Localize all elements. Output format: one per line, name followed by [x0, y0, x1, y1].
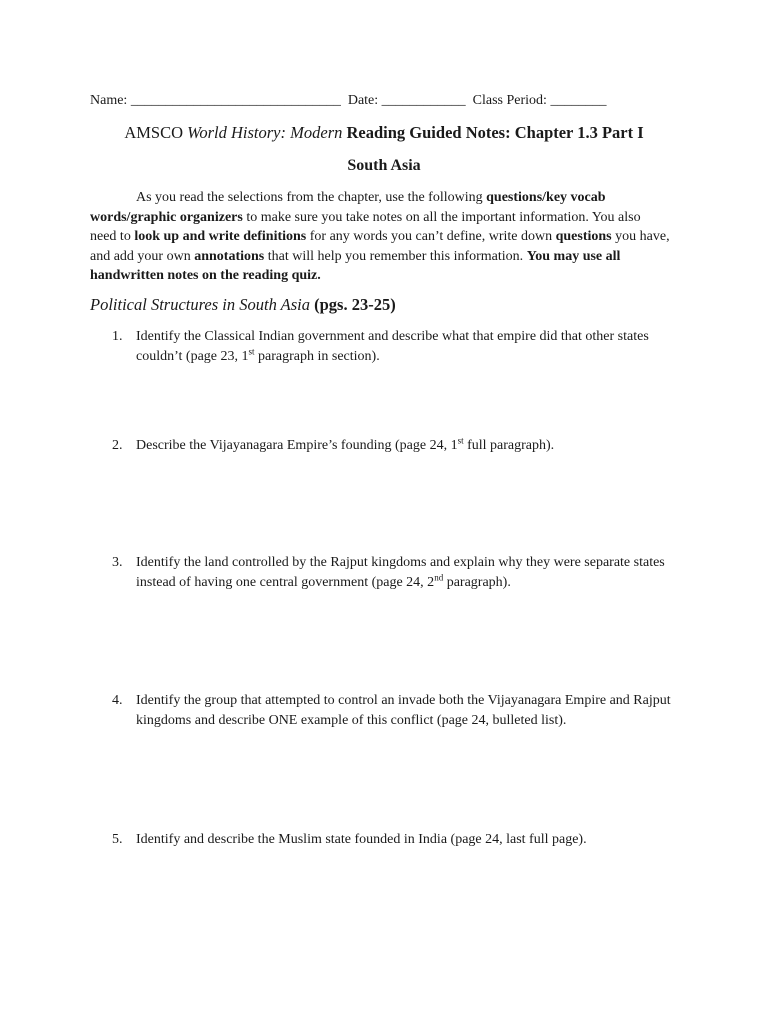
question-text-b: full paragraph). — [463, 438, 555, 453]
question-text-a: Identify the land controlled by the Rajput kingdoms and explain why they were separate states instead of having one central government (page 24, 2 — [136, 555, 665, 590]
title-part-3: Reading Guided Notes: Chapter 1.3 Part I — [342, 123, 644, 142]
question-text — [136, 553, 672, 592]
question-number: 3. — [112, 555, 123, 570]
section-title: Political Structures in South Asia — [90, 295, 310, 314]
intro-bold-3: questions — [555, 229, 612, 244]
name-blank: ______________________________ — [130, 93, 341, 108]
question-number: 5. — [112, 832, 123, 847]
section-pages: (pgs. 23-25) — [310, 295, 396, 314]
question-text-b: paragraph). — [443, 574, 511, 590]
page-title — [0, 123, 768, 143]
question-number: 1. — [112, 329, 123, 344]
question-3 — [112, 553, 672, 592]
title-part-2: World History: Modern — [187, 123, 343, 142]
name-label: Name: — [90, 93, 131, 108]
question-4 — [112, 691, 672, 730]
instructions-paragraph — [90, 188, 670, 286]
intro-bold-5: You may use all handwritten notes on the reading quiz. — [90, 248, 621, 283]
question-1 — [112, 327, 672, 366]
question-2 — [112, 436, 672, 456]
date-label: Date: — [340, 93, 382, 108]
question-superscript: st — [457, 435, 464, 446]
intro-text-5: that will help you remember this information. — [264, 248, 527, 264]
question-superscript: st — [248, 345, 255, 356]
question-number: 4. — [112, 693, 123, 708]
intro-text-4: you have, and add your own — [90, 229, 670, 264]
question-text — [136, 691, 672, 730]
question-text — [136, 830, 672, 850]
question-text-a: Identify and describe the Muslim state founded in India (page 24, last full page). — [136, 832, 587, 847]
question-text — [136, 436, 672, 456]
date-blank: ____________ — [381, 93, 466, 108]
question-text — [136, 327, 672, 366]
question-superscript: nd — [434, 571, 444, 582]
question-text-b: paragraph in section). — [254, 348, 380, 364]
question-5 — [112, 830, 672, 850]
section-heading — [90, 295, 396, 315]
intro-text-1: As you read the selections from the chapter, use the following — [136, 190, 487, 205]
question-text-a: Identify the group that attempted to control an invade both the Vijayanagara Empire and Rajput kingdoms and describe ONE example of this conflict (page 24, bulleted list). — [136, 693, 671, 728]
question-text-a: Describe the Vijayanagara Empire’s founding (page 24, 1 — [136, 438, 458, 453]
title-part-1: AMSCO — [124, 123, 188, 142]
class-period-label: Class Period: — [465, 93, 551, 108]
intro-text-3: for any words you can’t define, write down — [306, 229, 556, 244]
page-subtitle: South Asia — [347, 157, 421, 174]
question-text-a: Identify the Classical Indian government and describe what that empire did that other states couldn’t (page 23, 1 — [136, 329, 649, 364]
intro-bold-1: questions/key vocab words/graphic organizers — [90, 190, 606, 225]
question-number: 2. — [112, 438, 123, 453]
class-period-blank: ________ — [550, 93, 607, 108]
intro-bold-2: look up and write definitions — [134, 229, 307, 244]
intro-bold-4: annotations — [194, 248, 265, 264]
intro-text-2: to make sure you take notes on all the important information. You also need to — [90, 209, 641, 244]
student-info-line — [90, 93, 690, 109]
